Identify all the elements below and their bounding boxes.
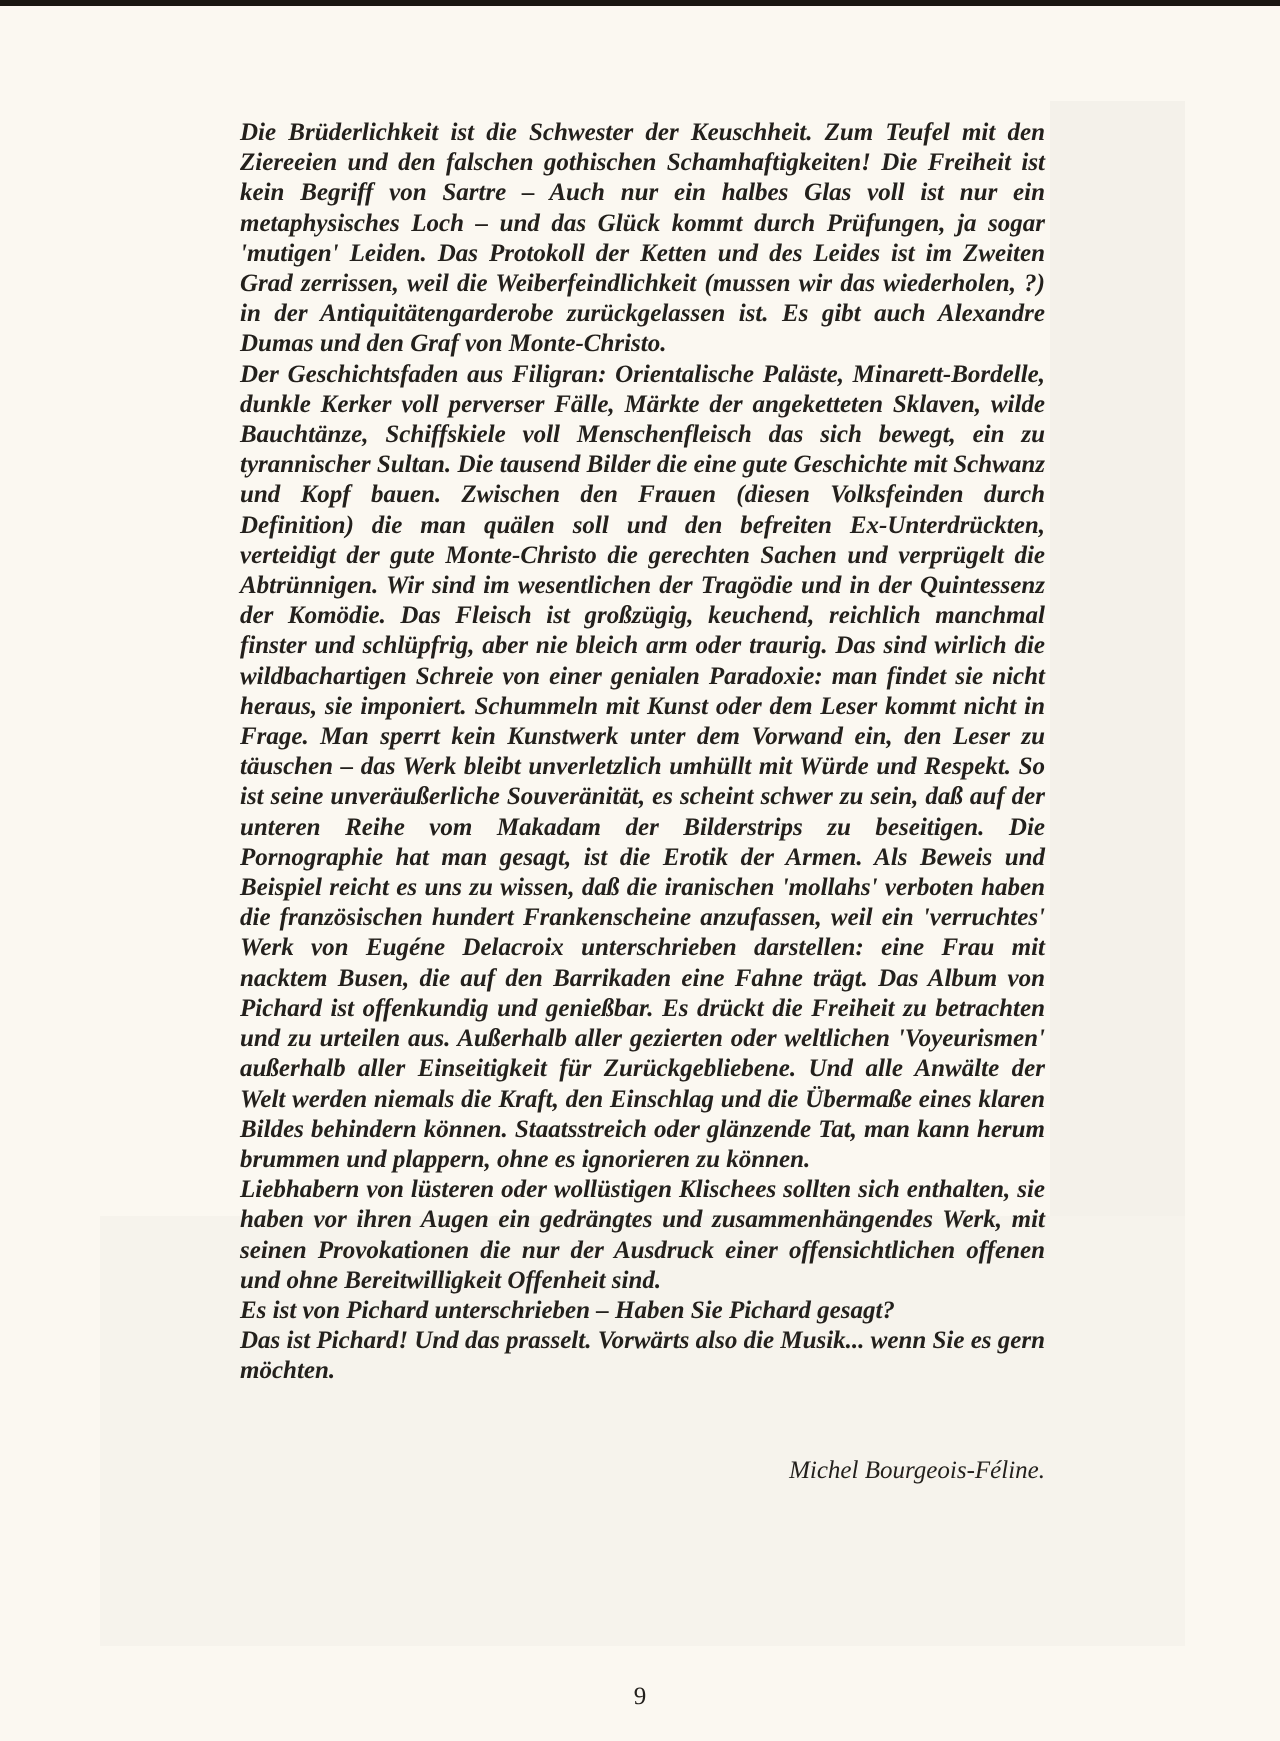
paragraph-5: Das ist Pichard! Und das prasselt. Vorwärts also die Musik... wenn Sie es gern möchten. <box>240 1327 1046 1385</box>
document-page <box>0 6 1280 1741</box>
body-text <box>240 118 1045 1387</box>
paragraph-1: Die Brüderlichkeit ist die Schwester der Keuschheit. Zum Teufel mit den Ziereeien und den falschen gothischen Schamhaftigkeiten! Die Freiheit ist kein Begriff von Sartre – Auch nur ein halbes Glas voll ist nur ein metaphysisches Loch – und das Glück kommt durch Prüfungen, ja sogar 'mutigen' Leiden. Das Protokoll der Ketten und des Leides ist im Zweiten Grad zerrissen, weil die Weiberfeindlichkeit (mussen wir das wiederholen, ?) in der Antiquitätengarderobe zurückgelassen ist. Es gibt auch Alexandre Dumas und den Graf von Monte-Christo. <box>240 119 1045 358</box>
paragraph-4: Es ist von Pichard unterschrieben – Haben Sie Pichard gesagt? <box>240 1296 895 1324</box>
author-signature: Michel Bourgeois-Féline. <box>789 1457 1045 1484</box>
page-number: 9 <box>633 1683 647 1710</box>
paragraph-2: Der Geschichtsfaden aus Filigran: Orientalische Paläste, Minarett-Bordelle, dunkle Kerker voll perverser Fälle, Märkte der angeketteten Sklaven, wilde Bauchtänze, Schiffskiele voll Menschenfleisch das sich bewegt, ein zu tyrannischer Sultan. Die tausend Bilder die eine gute Geschichte mit Schwanz und Kopf bauen. Zwischen den Frauen (diesen Volksfeinden durch Definition) die man quälen soll und den befreiten Ex-Unterdrückten, verteidigt der gute Monte-Christo die gerechten Sachen und verprügelt die Abtrünnigen. Wir sind im wesentlichen der Tragödie und in der Quintessenz der Komödie. Das Fleisch ist großzügig, keuchend, reichlich manchmal finster und schlüpfrig, aber nie bleich arm oder traurig. Das sind wirlich die wildbachartigen Schreie von einer genialen Paradoxie: man findet sie nicht heraus, sie imponiert. Schummeln mit Kunst oder dem Leser kommt nicht in Frage. Man sperrt kein Kunstwerk unter dem Vorwand ein, den Leser zu täuschen – das Werk bleibt unverletzlich umhüllt mit Würde und Respekt. So ist seine unveräußerliche Souveränität, es scheint schwer zu sein, daß auf der unteren Reihe vom Makadam der Bilderstrips zu beseitigen. Die Pornographie hat man gesagt, ist die Erotik der Armen. Als Beweis und Beispiel reicht es uns zu wissen, daß die iranischen 'mollahs' verboten haben die französischen hundert Frankenscheine anzufassen, weil ein 'verruchtes' Werk von Eugéne Delacroix unterschrieben darstellen: eine Frau mit nacktem Busen, die auf den Barrikaden eine Fahne trägt. Das Album von Pichard ist offenkundig und genießbar. Es drückt die Freiheit zu betrachten und zu urteilen aus. Außerhalb aller gezierten oder weltlichen 'Voyeurismen' außerhalb aller Einseitigkeit für Zurückgebliebene. Und alle Anwälte der Welt werden niemals die Kraft, den Einschlag und die Übermaße eines klaren Bildes behindern können. Staatsstreich oder glänzende Tat, man kann herum brummen und plappern, ohne es ignorieren zu können. <box>240 360 1045 1173</box>
paragraph-3: Liebhabern von lüsteren oder wollüstigen Klischees sollten sich enthalten, sie haben vor ihren Augen ein gedrängtes und zusammenhängendes Werk, mit seinen Provokationen die nur der Ausdruck einer offensichtlichen offenen und ohne Bereitwilligkeit Offenheit sind. <box>240 1176 1045 1294</box>
show-through-ghost-right <box>1050 101 1185 1281</box>
